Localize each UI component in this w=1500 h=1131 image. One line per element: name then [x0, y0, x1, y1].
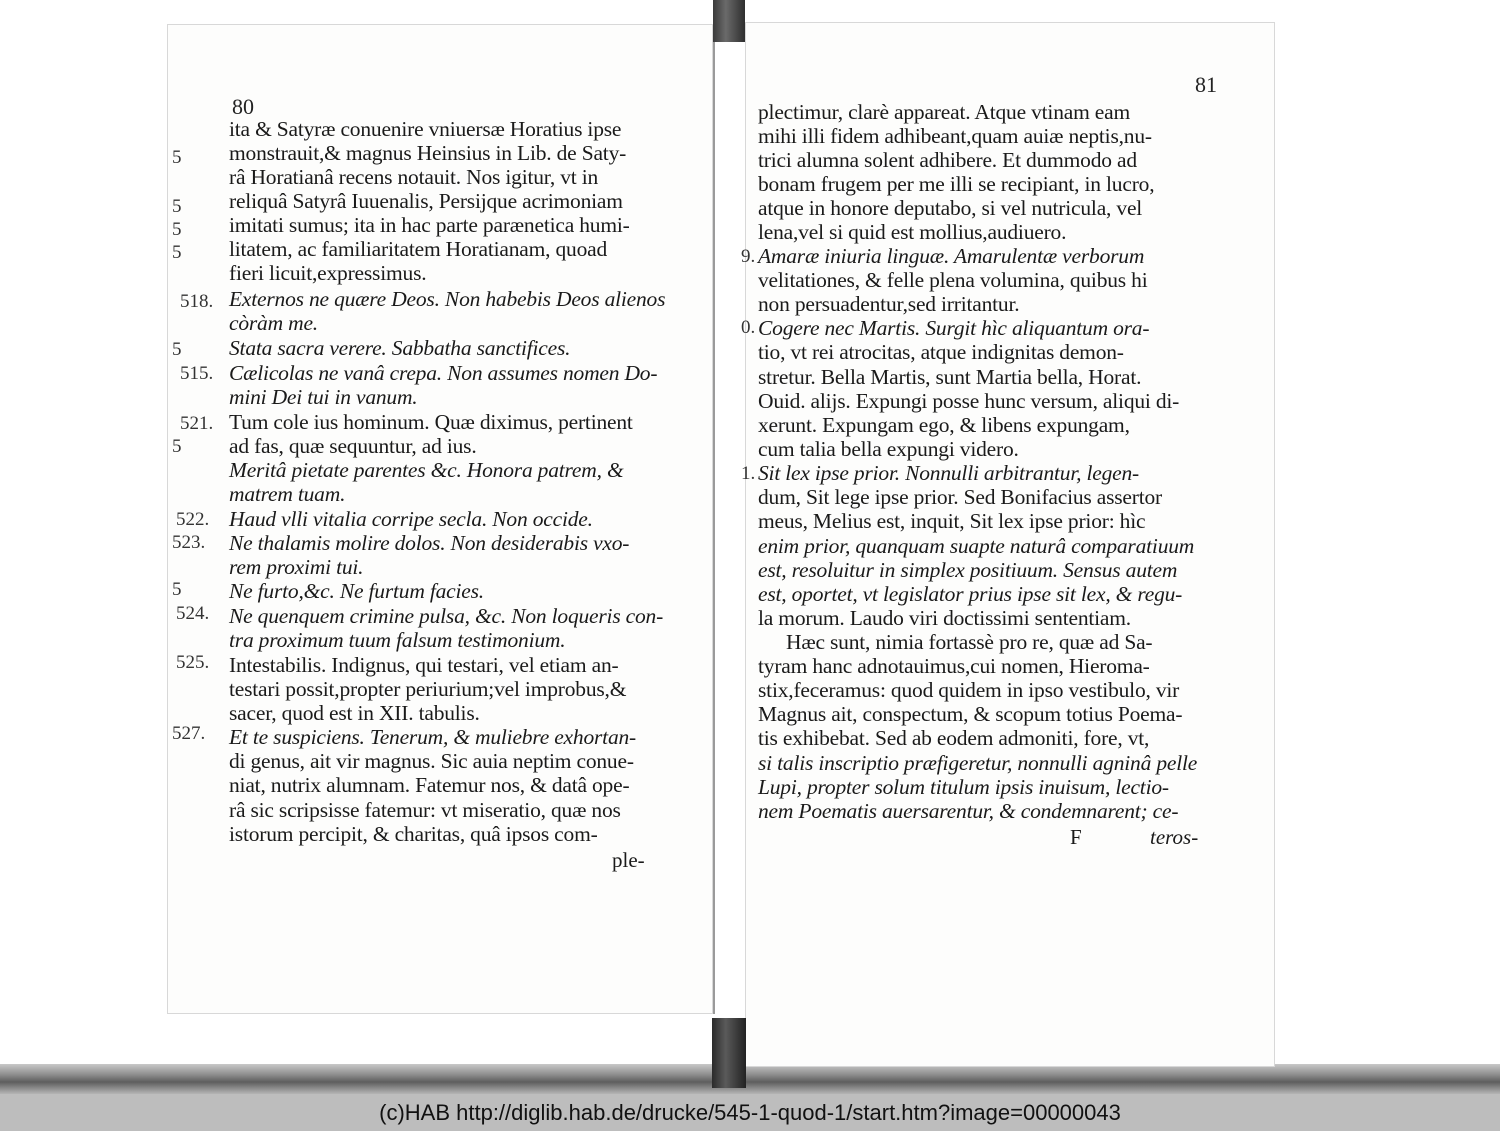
- right-text-line: stretur. Bella Martis, sunt Martia bella, Horat.: [758, 365, 1142, 389]
- right-page-number: 81: [1195, 72, 1217, 97]
- right-text-line: si talis inscriptio præfigeretur, nonnulli agninâ pelle: [758, 751, 1198, 775]
- left-text-line: litatem, ac familiaritatem Horatianam, quoad: [229, 237, 608, 261]
- right-text-line: Lupi, propter solum titulum ipsis inuisum, lectio-: [758, 775, 1169, 799]
- right-text-line: nem Poematis auersarentur, & condemnarent; ce-: [758, 799, 1179, 823]
- left-text-line: Tum cole ius hominum. Quæ diximus, pertinent: [229, 410, 633, 434]
- left-text-line: fieri licuit,expressimus.: [229, 261, 427, 285]
- left-text-line: Et te suspiciens. Tenerum, & muliebre exhortan-: [229, 725, 637, 749]
- left-text-line: Cælicolas ne vanâ crepa. Non assumes nomen Do-: [229, 361, 658, 385]
- left-margin-mark: 5: [172, 147, 182, 168]
- right-text-line: Sit lex ipse prior. Nonnulli arbitrantur, legen-: [758, 461, 1139, 485]
- left-text-line: râ Horatianâ recens notauit. Nos igitur, vt in: [229, 165, 599, 189]
- left-text-line: Ne furto,&c. Ne furtum facies.: [229, 579, 484, 603]
- left-text-line: testari possit,propter periurium;vel improbus,&: [229, 677, 627, 701]
- right-text-line: Ouid. alijs. Expungi posse hunc versum, aliqui di-: [758, 389, 1180, 413]
- left-catchword: ple-: [612, 848, 645, 872]
- left-margin-mark: 525.: [176, 652, 210, 673]
- left-text-line: matrem tuam.: [229, 482, 346, 506]
- left-text-line: râ sic scripsisse fatemur: vt miseratio, quæ nos: [229, 798, 621, 822]
- left-text-line: Stata sacra verere. Sabbatha sanctifices.: [229, 336, 571, 360]
- left-margin-mark: 515.: [180, 363, 214, 384]
- right-text-line: xerunt. Expungam ego, & libens expungam,: [758, 413, 1130, 437]
- right-text-line: Hæc sunt, nimia fortassè pro re, quæ ad Sa-: [786, 630, 1153, 654]
- right-text-line: plectimur, clarè appareat. Atque vtinam eam: [758, 100, 1130, 124]
- left-margin-mark: 5: [172, 196, 182, 217]
- right-text-line: cum talia bella expungi videro.: [758, 437, 1019, 461]
- right-text-line: trici alumna solent adhibere. Et dummodo ad: [758, 148, 1137, 172]
- right-margin-mark: 1.: [741, 463, 756, 484]
- right-text-line: la morum. Laudo viri doctissimi sententiam.: [758, 606, 1131, 630]
- right-catchword: teros-: [1150, 825, 1199, 849]
- left-margin-mark: 518.: [180, 291, 214, 312]
- right-text-line: stix,feceramus: quod quidem in ipso vestibulo, vir: [758, 678, 1180, 702]
- right-text-line: dum, Sit lege ipse prior. Sed Bonifacius assertor: [758, 485, 1163, 509]
- left-margin-mark: 522.: [176, 509, 210, 530]
- right-text-line: est, oportet, vt legislator prius ipse sit lex, & regu-: [758, 582, 1183, 606]
- right-text-line: atque in honore deputabo, si vel nutricula, vel: [758, 196, 1143, 220]
- left-margin-mark: 527.: [172, 723, 206, 744]
- left-margin-mark: 521.: [180, 413, 214, 434]
- right-text-line: tio, vt rei atrocitas, atque indignitas demon-: [758, 340, 1124, 364]
- left-text-line: reliquâ Satyrâ Iuuenalis, Persijque acrimoniam: [229, 189, 623, 213]
- left-text-line: mini Dei tui in vanum.: [229, 385, 418, 409]
- left-text-line: Ne quenquem crimine pulsa, &c. Non loqueris con-: [229, 604, 664, 628]
- right-text-line: lena,vel si quid est mollius,audiuero.: [758, 220, 1067, 244]
- book-gutter-top: [713, 0, 745, 42]
- right-text-line: meus, Melius est, inquit, Sit lex ipse prior: hìc: [758, 509, 1146, 533]
- right-text-line: tyram hanc adnotauimus,cui nomen, Hieroma-: [758, 654, 1150, 678]
- right-text-line: velitationes, & felle plena volumina, quibus hi: [758, 268, 1148, 292]
- right-signature: F: [1070, 825, 1082, 849]
- left-text-line: ita & Satyræ conuenire vniuersæ Horatius ipse: [229, 117, 622, 141]
- right-text-line: bonam frugem per me illi se recipiant, in lucro,: [758, 172, 1155, 196]
- right-text-line: Magnus ait, conspectum, & scopum totius Poema-: [758, 702, 1183, 726]
- right-margin-mark: 9.: [741, 246, 756, 267]
- right-text-line: Amaræ iniuria linguæ. Amarulentæ verborum: [758, 244, 1145, 268]
- right-text-line: est, resoluitur in simplex positiuum. Sensus autem: [758, 558, 1178, 582]
- left-page-number: 80: [232, 94, 254, 119]
- left-text-line: Meritâ pietate parentes &c. Honora patrem, &: [229, 458, 624, 482]
- left-text-line: Externos ne quære Deos. Non habebis Deos alienos: [229, 287, 666, 311]
- left-text-line: imitati sumus; ita in hac parte parænetica humi-: [229, 213, 630, 237]
- left-text-line: tra proximum tuum falsum testimonium.: [229, 628, 566, 652]
- right-text-line: Cogere nec Martis. Surgit hìc aliquantum ora-: [758, 316, 1150, 340]
- left-text-line: monstrauit,& magnus Heinsius in Lib. de Saty-: [229, 141, 627, 165]
- right-margin-mark: 0.: [741, 317, 756, 338]
- copyright-footer: [0, 1094, 1500, 1131]
- right-text-line: tis exhibebat. Sed ab eodem admoniti, fore, vt,: [758, 726, 1150, 750]
- left-margin-mark: 524.: [176, 603, 210, 624]
- left-text-line: istorum percipit, & charitas, quâ ipsos com-: [229, 822, 598, 846]
- right-text-line: non persuadentur,sed irritantur.: [758, 292, 1020, 316]
- right-text-line: mihi illi fidem adhibeant,quam auiæ neptis,nu-: [758, 124, 1152, 148]
- left-margin-mark: 5: [172, 579, 182, 600]
- left-text-line: niat, nutrix alumnam. Fatemur nos, & datâ ope-: [229, 773, 630, 797]
- left-margin-mark: 5: [172, 436, 182, 457]
- left-text-line: Haud vlli vitalia corripe secla. Non occide.: [229, 507, 593, 531]
- left-text-line: Intestabilis. Indignus, qui testari, vel etiam an-: [229, 653, 619, 677]
- book-gutter-bottom: [712, 1018, 746, 1088]
- left-text-line: Ne thalamis molire dolos. Non desiderabis vxo-: [229, 531, 630, 555]
- scan-bottom-edge: [0, 1064, 1500, 1094]
- copyright-text: (c)HAB http://diglib.hab.de/drucke/545-1-quod-1/start.htm?image=00000043: [379, 1099, 1121, 1125]
- left-text-line: di genus, ait vir magnus. Sic auia neptim conue-: [229, 749, 634, 773]
- left-margin-mark: 523.: [172, 532, 206, 553]
- left-text-line: rem proximi tui.: [229, 555, 364, 579]
- left-margin-mark: 5: [172, 219, 182, 240]
- right-text-line: enim prior, quanquam suapte naturâ comparatiuum: [758, 534, 1195, 558]
- left-margin-mark: 5: [172, 339, 182, 360]
- left-margin-mark: 5: [172, 242, 182, 263]
- left-text-line: sacer, quod est in XII. tabulis.: [229, 701, 480, 725]
- left-text-line: ad fas, quæ sequuntur, ad ius.: [229, 434, 477, 458]
- left-text-line: còràm me.: [229, 311, 318, 335]
